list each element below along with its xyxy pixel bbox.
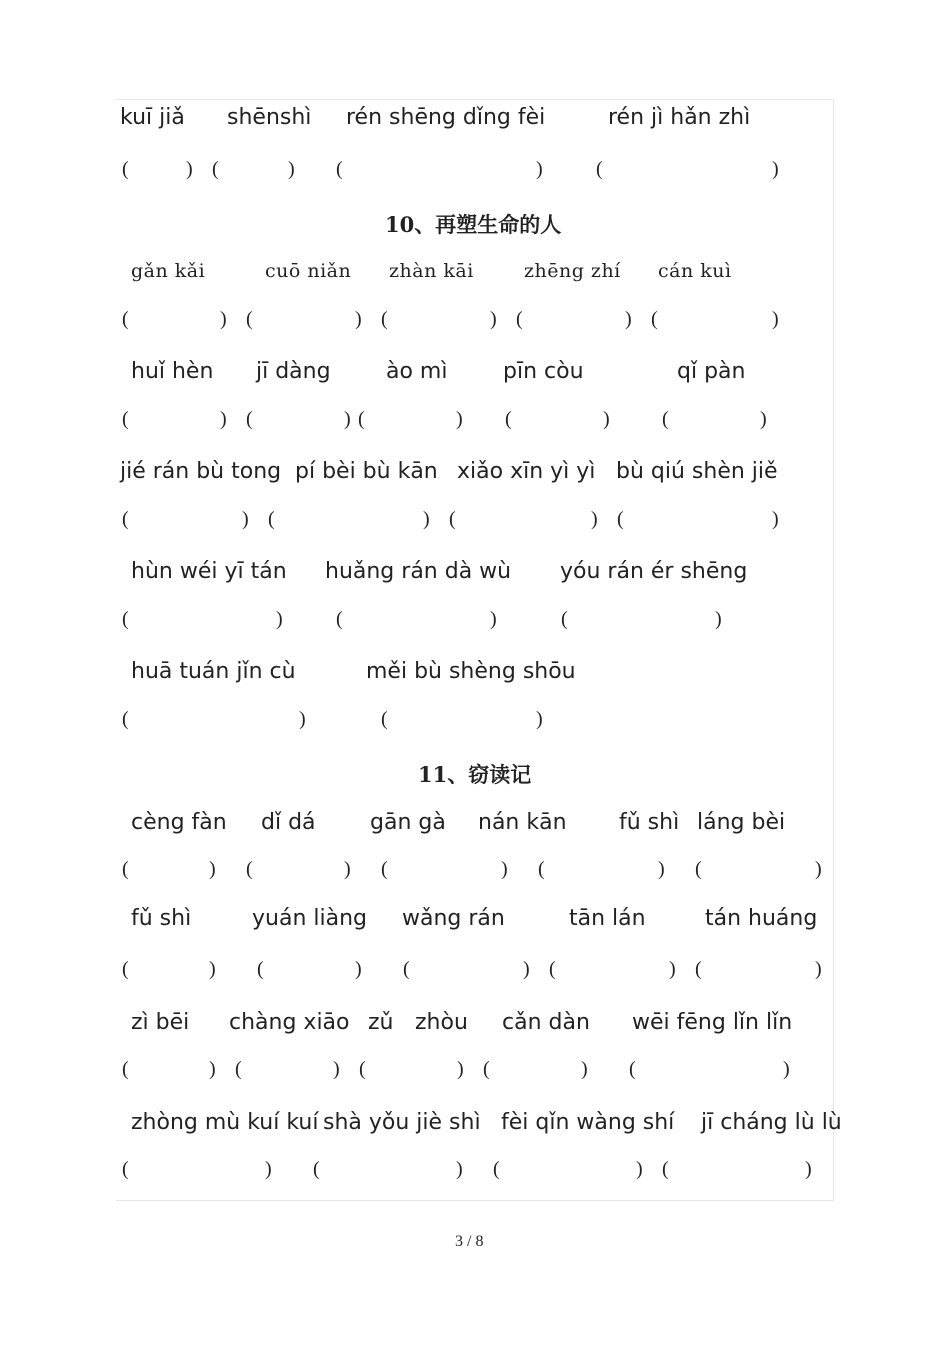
answer-bracket-close: ) [242,508,249,530]
answer-bracket-open: ( [651,308,658,330]
answer-bracket-close: ) [715,608,722,630]
pinyin-item: zǔ [368,1010,394,1035]
answer-bracket-close: ) [423,508,430,530]
answer-bracket-close: ) [581,1058,588,1080]
answer-bracket-close: ) [772,158,779,180]
answer-bracket-open: ( [662,408,669,430]
pinyin-item: shà yǒu jiè shì [323,1110,481,1135]
pinyin-item: chàng xiāo [229,1010,350,1035]
pinyin-item: dǐ dá [261,810,316,835]
pinyin-item: cèng fàn [131,810,227,835]
answer-bracket-close: ) [186,158,193,180]
answer-bracket-close: ) [603,408,610,430]
answer-bracket-open: ( [122,308,129,330]
answer-bracket-open: ( [246,858,253,880]
answer-bracket-close: ) [490,608,497,630]
answer-bracket-open: ( [336,608,343,630]
answer-bracket-close: ) [523,958,530,980]
answer-bracket-open: ( [505,408,512,430]
pinyin-item: kuī jiǎ [120,105,185,130]
answer-bracket-close: ) [815,858,822,880]
answer-bracket-close: ) [220,408,227,430]
pinyin-item: fǔ shì [619,810,680,835]
answer-bracket-close: ) [344,858,351,880]
answer-bracket-open: ( [122,508,129,530]
answer-bracket-close: ) [456,408,463,430]
answer-bracket-open: ( [617,508,624,530]
pinyin-item: cuō niǎn [265,260,352,282]
pinyin-item: huǎng rán dà wù [325,559,512,584]
answer-bracket-close: ) [591,508,598,530]
answer-bracket-open: ( [122,408,129,430]
answer-bracket-close: ) [625,308,632,330]
answer-bracket-open: ( [381,708,388,730]
pinyin-item: ào mì [386,359,448,384]
pinyin-item: tān lán [569,906,646,931]
answer-bracket-open: ( [336,158,343,180]
answer-bracket-close: ) [276,608,283,630]
answer-bracket-close: ) [456,1158,463,1180]
pinyin-item: měi bù shèng shōu [366,659,576,684]
answer-bracket-open: ( [549,958,556,980]
answer-bracket-open: ( [235,1058,242,1080]
pinyin-item: cǎn dàn [502,1010,590,1035]
answer-bracket-close: ) [209,858,216,880]
answer-bracket-open: ( [538,858,545,880]
answer-bracket-close: ) [490,308,497,330]
answer-bracket-open: ( [268,508,275,530]
answer-bracket-open: ( [246,408,253,430]
answer-bracket-open: ( [493,1158,500,1180]
answer-bracket-close: ) [333,1058,340,1080]
answer-bracket-close: ) [288,158,295,180]
pinyin-item: nán kān [478,810,567,835]
answer-bracket-close: ) [457,1058,464,1080]
pinyin-item: shēnshì [227,105,312,130]
answer-bracket-open: ( [122,958,129,980]
pinyin-item: rén shēng dǐng fèi [346,105,546,130]
answer-bracket-close: ) [760,408,767,430]
answer-bracket-close: ) [772,308,779,330]
answer-bracket-close: ) [536,708,543,730]
pinyin-item: hùn wéi yī tán [131,559,287,584]
pinyin-item: jī dàng [256,359,331,384]
pinyin-item: yóu rán ér shēng [560,559,748,584]
pinyin-item: zì bēi [131,1010,190,1035]
pinyin-item: wǎng rán [402,906,505,931]
pinyin-item: huǐ hèn [131,359,214,384]
answer-bracket-open: ( [122,158,129,180]
answer-bracket-close: ) [636,1158,643,1180]
answer-bracket-close: ) [355,308,362,330]
answer-bracket-close: ) [209,958,216,980]
answer-bracket-open: ( [122,608,129,630]
answer-bracket-open: ( [122,858,129,880]
answer-bracket-open: ( [122,708,129,730]
pinyin-item: gǎn kǎi [131,260,206,282]
answer-bracket-open: ( [381,308,388,330]
answer-bracket-close: ) [805,1158,812,1180]
answer-bracket-open: ( [449,508,456,530]
pinyin-item: zhòng mù kuí kuí [131,1110,319,1135]
pinyin-item: jī cháng lù lù [701,1110,842,1135]
answer-bracket-open: ( [629,1058,636,1080]
pinyin-item: zhàn kāi [389,260,474,282]
answer-bracket-open: ( [596,158,603,180]
pinyin-item: pí bèi bù kān [295,459,438,484]
answer-bracket-open: ( [483,1058,490,1080]
pinyin-item: rén jì hǎn zhì [608,105,751,130]
pinyin-item: fèi qǐn wàng shí [501,1110,675,1135]
pinyin-item: tán huáng [705,906,818,931]
answer-bracket-close: ) [265,1158,272,1180]
answer-bracket-open: ( [381,858,388,880]
pinyin-item: wēi fēng lǐn lǐn [632,1010,793,1035]
answer-bracket-close: ) [355,958,362,980]
answer-bracket-close: ) [772,508,779,530]
answer-bracket-close: ) [209,1058,216,1080]
answer-bracket-open: ( [695,858,702,880]
answer-bracket-open: ( [662,1158,669,1180]
answer-bracket-close: ) [501,858,508,880]
answer-bracket-close: ) [299,708,306,730]
answer-bracket-open: ( [246,308,253,330]
answer-bracket-open: ( [257,958,264,980]
answer-bracket-open: ( [561,608,568,630]
answer-bracket-open: ( [359,1058,366,1080]
pinyin-item: gān gà [370,810,446,835]
pinyin-item: pīn còu [503,359,584,384]
answer-bracket-close: ) [669,958,676,980]
answer-bracket-close: ) [220,308,227,330]
answer-bracket-open: ( [122,1058,129,1080]
pinyin-item: bù qiú shèn jiě [616,459,778,484]
answer-bracket-close: ) [536,158,543,180]
pinyin-item: zhēng zhí [524,260,621,282]
pinyin-item: yuán liàng [252,906,367,931]
answer-bracket-open: ( [358,408,365,430]
answer-bracket-open: ( [403,958,410,980]
answer-bracket-close: ) [783,1058,790,1080]
section-heading: 10、再塑生命的人 [385,212,562,237]
pinyin-item: cán kuì [658,260,732,282]
answer-bracket-close: ) [815,958,822,980]
page-number: 3 / 8 [455,1233,484,1250]
pinyin-item: xiǎo xīn yì yì [457,459,596,484]
pinyin-item: láng bèi [697,810,786,835]
pinyin-item: huā tuán jǐn cù [131,659,296,684]
answer-bracket-close: ) [658,858,665,880]
pinyin-item: qǐ pàn [677,359,746,384]
pinyin-item: zhòu [415,1010,468,1035]
answer-bracket-open: ( [212,158,219,180]
answer-bracket-open: ( [313,1158,320,1180]
answer-bracket-open: ( [516,308,523,330]
section-heading: 11、窃读记 [418,762,532,787]
answer-bracket-open: ( [695,958,702,980]
pinyin-item: fǔ shì [131,906,192,931]
answer-bracket-open: ( [122,1158,129,1180]
answer-bracket-close: ) [344,408,351,430]
pinyin-item: jié rán bù tong [120,459,282,484]
